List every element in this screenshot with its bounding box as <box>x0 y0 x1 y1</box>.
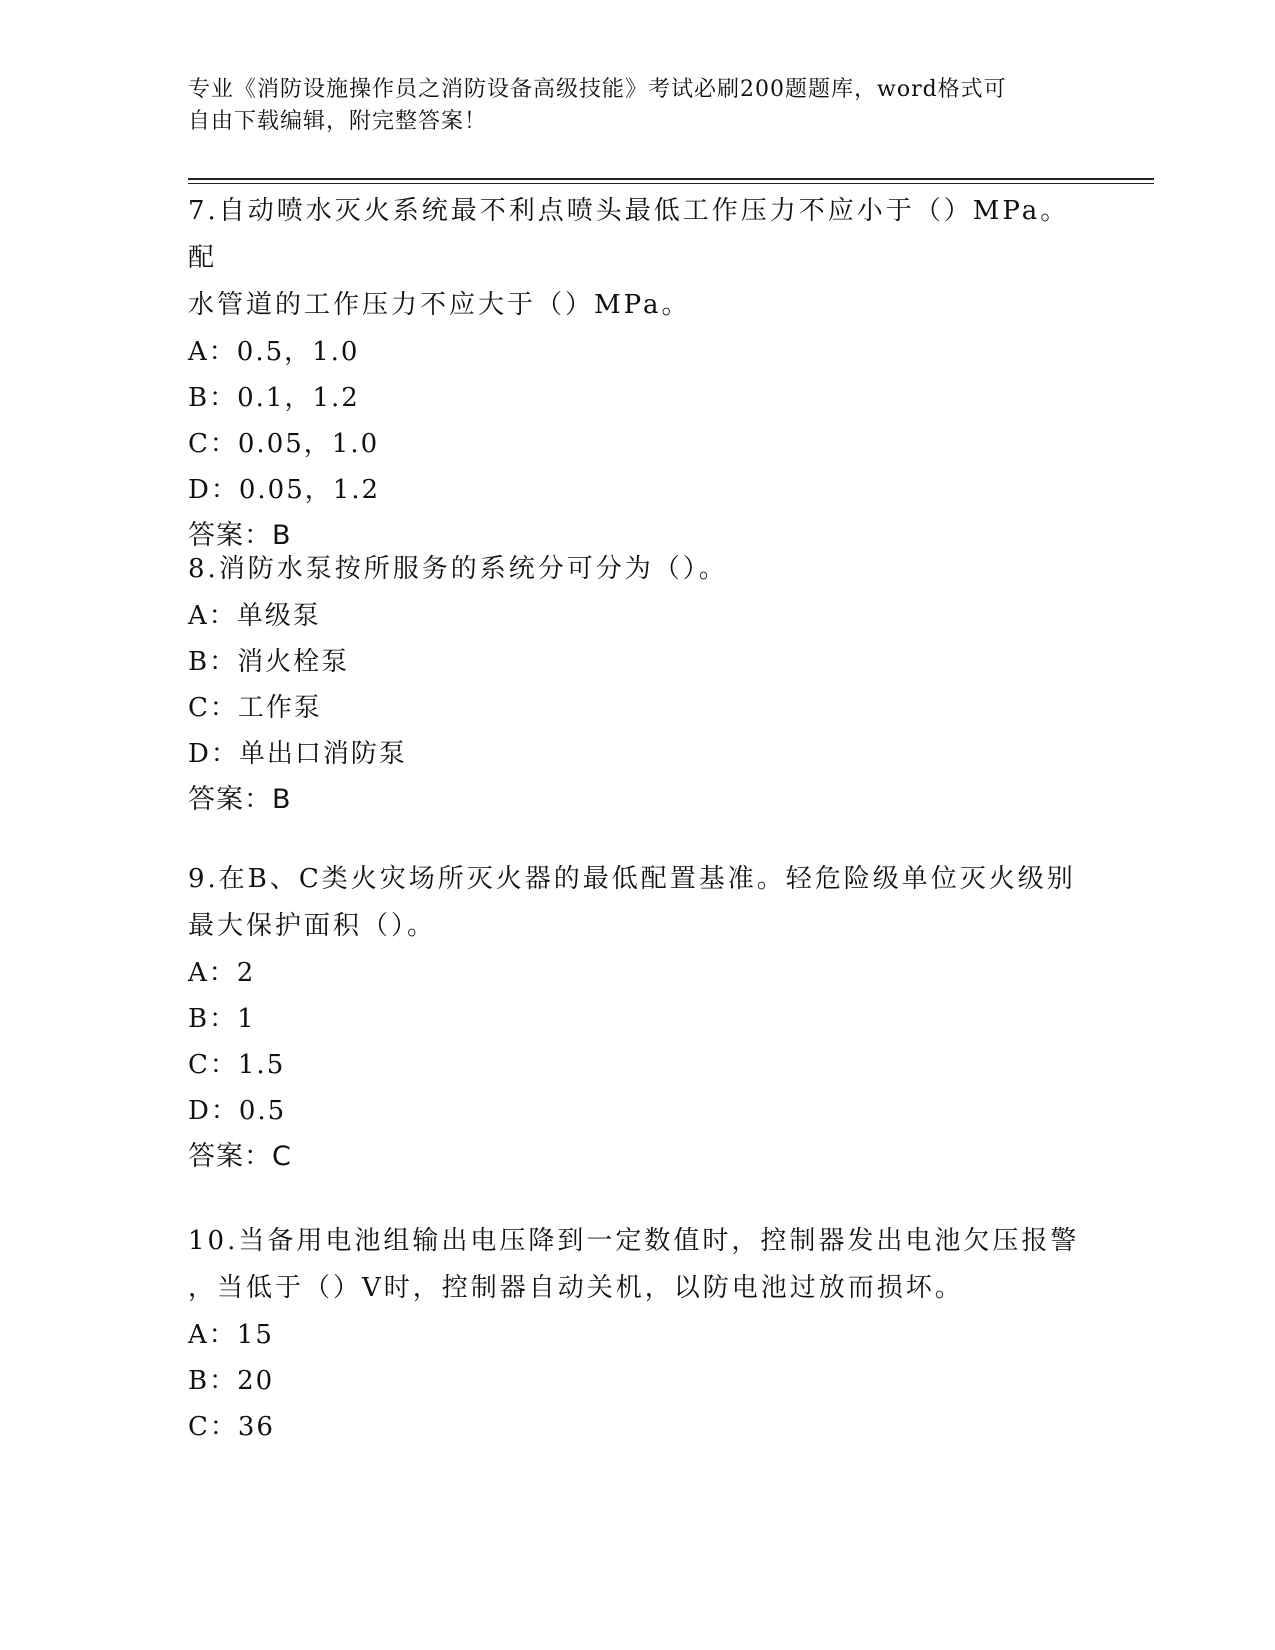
option-c: C：工作泵 <box>188 693 322 723</box>
option-c: C：0.05，1.0 <box>188 429 380 459</box>
question-7 <box>188 188 1088 559</box>
question-text-line: 8.消防水泵按所服务的系统分可分为（）。 <box>188 554 728 584</box>
question-10 <box>188 1218 1088 1450</box>
answer: 答案：B <box>188 784 292 815</box>
question-text-line: 9.在B、C类火灾场所灭火器的最低配置基准。轻危险级单位灭火级别 <box>188 864 1076 894</box>
option-a: A：0.5，1.0 <box>188 337 360 367</box>
intro-line-1: 专业《消防设施操作员之消防设备高级技能》考试必刷200题题库，word格式可 <box>188 77 1007 102</box>
header-divider-thick <box>188 178 1154 180</box>
option-b: B：1 <box>188 1004 256 1034</box>
question-text-line: 最大保护面积（）。 <box>188 911 437 941</box>
option-d: D：单出口消防泵 <box>188 739 407 769</box>
option-d: D：0.05，1.2 <box>188 475 381 505</box>
question-text-line: 水管道的工作压力不应大于（）MPa。 <box>188 290 691 320</box>
answer: 答案：C <box>188 1141 292 1172</box>
question-9 <box>188 856 1088 1180</box>
option-b: B：消火栓泵 <box>188 647 350 677</box>
question-8 <box>188 546 1088 823</box>
option-c: C：1.5 <box>188 1050 286 1080</box>
question-text-line: ，当低于（）V时，控制器自动关机，以防电池过放而损坏。 <box>188 1273 964 1303</box>
option-b: B：0.1，1.2 <box>188 383 360 413</box>
option-d: D：0.5 <box>188 1096 287 1126</box>
answer: 答案：B <box>188 520 292 551</box>
option-b: B：20 <box>188 1366 275 1396</box>
intro-line-2: 自由下载编辑，附完整答案！ <box>188 109 488 134</box>
document-intro <box>188 74 1068 138</box>
option-a: A：单级泵 <box>188 601 321 631</box>
option-a: A：15 <box>188 1320 274 1350</box>
header-divider-thin <box>188 183 1154 184</box>
option-c: C：36 <box>188 1412 275 1442</box>
option-a: A：2 <box>188 958 256 988</box>
question-text-line: 10.当备用电池组输出电压降到一定数值时，控制器发出电池欠压报警 <box>188 1226 1080 1256</box>
question-text-line: 7.自动喷水灭火系统最不利点喷头最低工作压力不应小于（）MPa。配 <box>188 196 1070 273</box>
